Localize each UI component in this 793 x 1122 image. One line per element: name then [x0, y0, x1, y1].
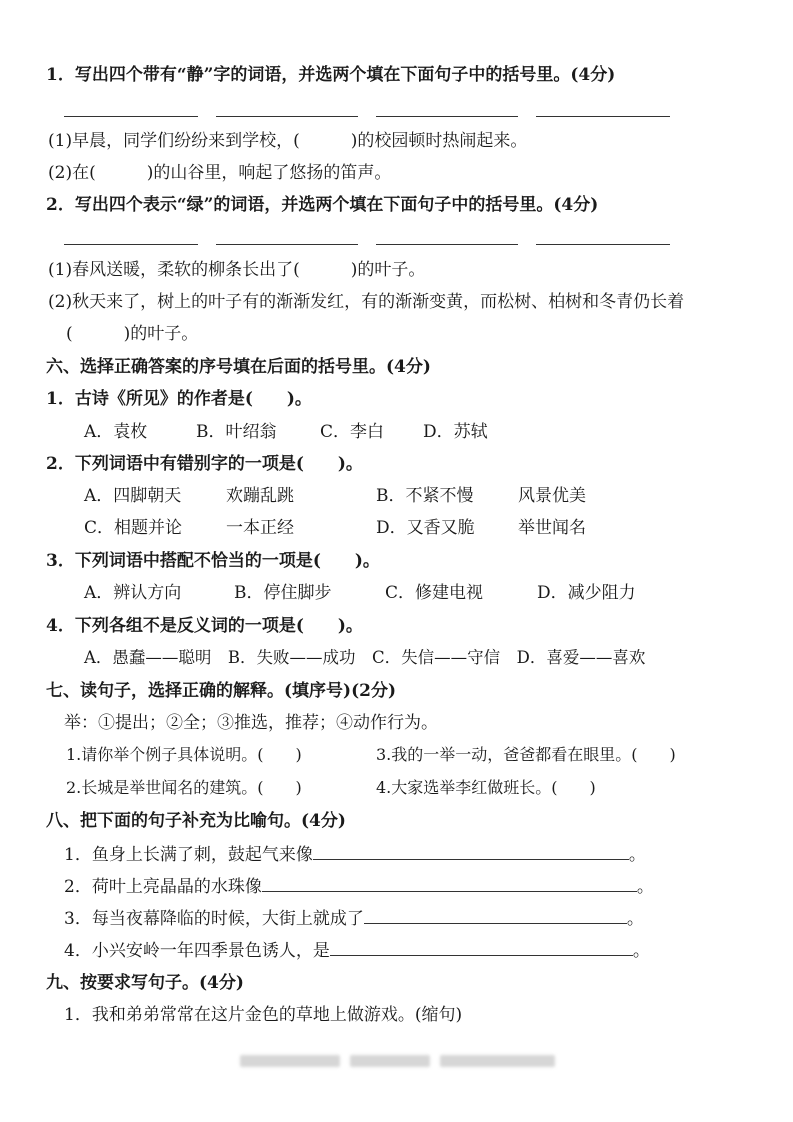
q7-definition: 举：①提出；②全；③推选，推荐；④动作行为。 — [64, 713, 438, 733]
period: 。 — [626, 909, 644, 929]
answer-line[interactable] — [313, 843, 629, 860]
q6-item2-option-a[interactable]: A．四脚朝天 — [84, 486, 182, 506]
q5-item1-title: 1．写出四个带有“静”字的词语，并选两个填在下面句子中的括号里。(4分) — [46, 65, 616, 85]
q6-item3-option-a[interactable]: A．辨认方向 — [84, 583, 182, 603]
q5-item2-title: 2．写出四个表示“绿”的词语，并选两个填在下面句子中的括号里。(4分) — [46, 195, 599, 215]
q8-sentence3-text: 3．每当夜幕降临的时候，大街上就成了 — [64, 909, 364, 929]
q6-item3-option-b[interactable]: B．停住脚步 — [234, 583, 332, 603]
answer-line[interactable] — [376, 244, 518, 245]
footer-watermark — [350, 1055, 430, 1067]
q6-item2-option-c-word2: 一本正经 — [226, 518, 294, 538]
q6-item1-option-d[interactable]: D．苏轼 — [423, 422, 488, 442]
footer-watermark — [440, 1055, 555, 1067]
answer-line[interactable] — [216, 116, 358, 117]
period: 。 — [628, 845, 646, 865]
q5-item2-sentence2b: ( )的叶子。 — [66, 324, 199, 344]
q6-item4-options[interactable]: A．愚蠢——聪明 B．失败——成功 C．失信——守信 D．喜爱——喜欢 — [84, 648, 646, 667]
q6-item2-option-c[interactable]: C．相题并论 — [84, 518, 183, 538]
q5-item1-sentence2: (2)在( )的山谷里，响起了悠扬的笛声。 — [48, 163, 392, 183]
q9-sentence1: 1．我和弟弟常常在这片金色的草地上做游戏。(缩句) — [64, 1005, 463, 1025]
q6-item1-option-c[interactable]: C．李白 — [320, 422, 385, 442]
answer-line[interactable] — [376, 116, 518, 117]
q6-item3-stem: 3．下列词语中搭配不恰当的一项是( )。 — [46, 551, 380, 571]
answer-line[interactable] — [64, 116, 198, 117]
answer-line[interactable] — [330, 939, 633, 956]
answer-line[interactable] — [64, 244, 198, 245]
q6-item1-option-a[interactable]: A．袁枚 — [84, 422, 148, 442]
q7-sentence2: 2.长城是举世闻名的建筑。( ) — [66, 778, 302, 797]
section8-heading: 八、把下面的句子补充为比喻句。(4分) — [46, 811, 346, 831]
answer-line[interactable] — [536, 116, 670, 117]
q8-sentence1-text: 1．鱼身上长满了刺，鼓起气来像 — [64, 845, 313, 865]
q8-sentence3 — [64, 907, 644, 930]
q5-item1-sentence1: (1)早晨，同学们纷纷来到学校，( )的校园顿时热闹起来。 — [48, 131, 528, 151]
answer-line[interactable] — [262, 875, 637, 892]
q7-sentence1: 1.请你举个例子具体说明。( ) — [66, 745, 302, 764]
answer-line[interactable] — [216, 244, 358, 245]
q6-item3-option-d[interactable]: D．减少阻力 — [537, 583, 636, 603]
q5-item2-sentence1: (1)春风送暖，柔软的柳条长出了( )的叶子。 — [48, 260, 426, 280]
q8-sentence4-text: 4．小兴安岭一年四季景色诱人，是 — [64, 941, 330, 961]
footer-watermark — [240, 1055, 340, 1067]
section6-heading: 六、选择正确答案的序号填在后面的括号里。(4分) — [46, 357, 431, 377]
q6-item1-stem: 1．古诗《所见》的作者是( )。 — [46, 389, 312, 409]
q6-item4-stem: 4．下列各组不是反义词的一项是( )。 — [46, 616, 363, 636]
period: 。 — [636, 877, 654, 897]
q8-sentence4 — [64, 939, 650, 962]
q6-item2-option-b-word2: 风景优美 — [518, 486, 586, 506]
q6-item2-option-a-word2: 欢蹦乱跳 — [226, 486, 294, 506]
q8-sentence2-text: 2．荷叶上亮晶晶的水珠像 — [64, 877, 262, 897]
q8-sentence1 — [64, 843, 646, 866]
q6-item2-option-b[interactable]: B．不紧不慢 — [376, 486, 474, 506]
q6-item2-option-d-word2: 举世闻名 — [518, 518, 586, 538]
q8-sentence2 — [64, 875, 654, 898]
q5-item2-sentence2a: (2)秋天来了，树上的叶子有的渐渐发红，有的渐渐变黄，而松树、柏树和冬青仍长着 — [48, 292, 685, 312]
section9-heading: 九、按要求写句子。(4分) — [46, 973, 244, 993]
answer-line[interactable] — [364, 907, 627, 924]
q6-item2-option-d[interactable]: D．又香又脆 — [376, 518, 475, 538]
answer-line[interactable] — [536, 244, 670, 245]
section7-heading: 七、读句子，选择正确的解释。(填序号)(2分) — [46, 681, 397, 701]
q6-item1-option-b[interactable]: B．叶绍翁 — [196, 422, 277, 442]
q7-sentence4: 4.大家选举李红做班长。( ) — [376, 778, 596, 797]
period: 。 — [632, 941, 650, 961]
q7-sentence3: 3.我的一举一动，爸爸都看在眼里。( ) — [376, 745, 676, 764]
q6-item2-stem: 2．下列词语中有错别字的一项是( )。 — [46, 454, 363, 474]
q6-item3-option-c[interactable]: C．修建电视 — [385, 583, 484, 603]
